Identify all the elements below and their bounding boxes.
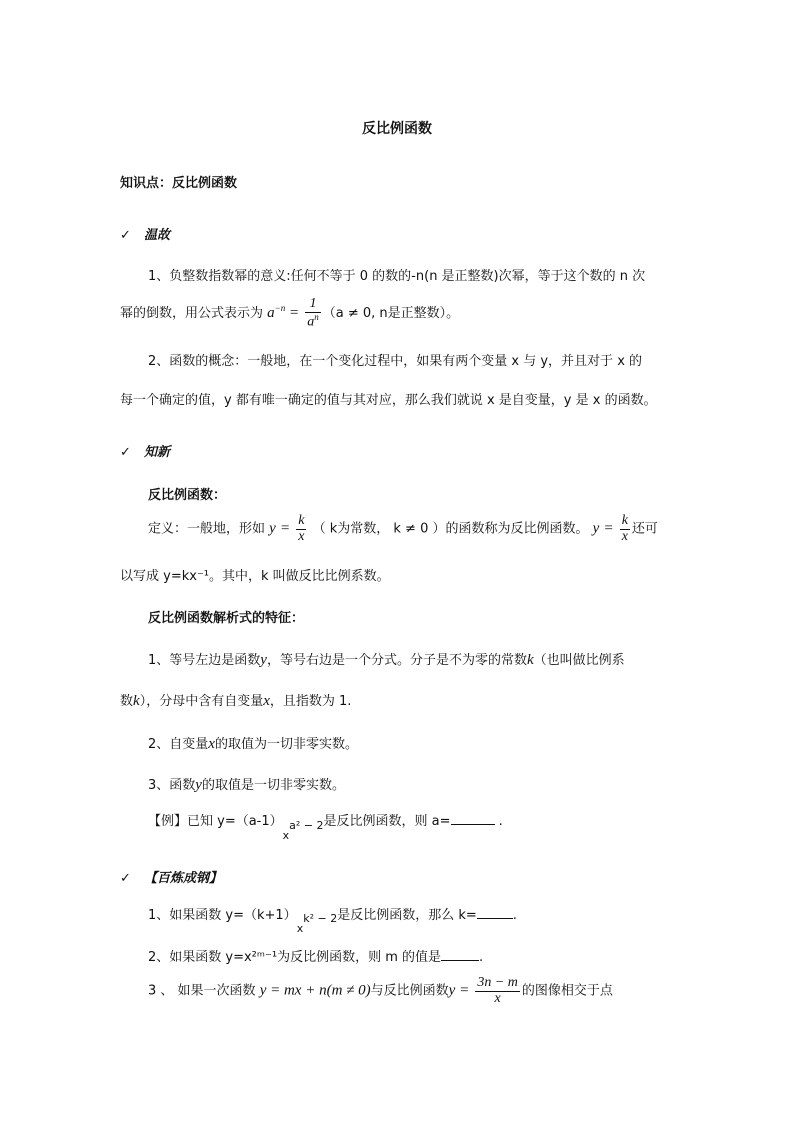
formula-eq: = xyxy=(288,305,300,322)
example-x: x xyxy=(282,829,290,842)
feature-2-x: x xyxy=(208,736,215,752)
def-fraction-2-num: k xyxy=(621,513,628,528)
page-title: 反比例函数 xyxy=(362,121,432,137)
review-p1-prefix: 幂的倒数，用公式表示为 xyxy=(120,306,264,322)
question-3 xyxy=(148,976,613,1006)
feature-1-text-d: 数 xyxy=(120,694,134,709)
knowledge-point-heading: 知识点：反比例函数 xyxy=(120,176,238,191)
definition-line-2: 以写成 y=kx⁻¹。其中，k 叫做反比比例系数。 xyxy=(120,569,390,584)
def-fraction-num: k xyxy=(298,513,305,528)
def-y: y xyxy=(269,520,276,537)
definition-prefix: 定义：一般地，形如 xyxy=(148,521,266,537)
question-1-x: x xyxy=(296,922,304,935)
feature-1-text-f: ，且指数为 1. xyxy=(269,694,352,709)
question-3-suffix: 的图像相交于点 xyxy=(521,983,613,999)
feature-2-text-b: 的取值为一切非零实数。 xyxy=(214,737,358,752)
question-1-exponent: k² − 2 xyxy=(303,912,338,925)
check-mark-icon: ✓ xyxy=(120,871,131,886)
feature-2 xyxy=(148,733,358,753)
feature-3 xyxy=(148,774,345,794)
feature-1-line-1 xyxy=(148,649,625,669)
def-fraction-den: x xyxy=(298,528,305,544)
new-heading: 知新 xyxy=(144,445,171,460)
review-paragraph-2-line-2: 每一个确定的值，y 都有唯一确定的值与其对应，那么我们就说 x 是自变量，y 是 x 的函数。 xyxy=(120,393,657,408)
def-y2: y xyxy=(592,520,600,537)
question-1-end: . xyxy=(512,908,517,923)
question-1 xyxy=(148,904,517,934)
feature-1-text-b: ，等号右边是一个分式。分子是不为零的常数 xyxy=(266,653,527,668)
review-p1-suffix: （a ≠ 0, n是正整数）。 xyxy=(322,306,460,322)
practice-heading: 【百炼成钢】 xyxy=(144,871,223,886)
feature-3-text-b: 的取值是一切非零实数。 xyxy=(201,778,345,793)
example-line xyxy=(148,810,503,840)
formula-fraction-den xyxy=(305,312,321,330)
feature-1-text-c: （也叫做比例系 xyxy=(533,653,625,668)
review-paragraph-2-line-1: 2、函数的概念：一般地，在一个变化过程中，如果有两个变量 x 与 y，并且对于 x 的 xyxy=(148,354,643,369)
question-1-prefix: 1、如果函数 y=（k+1） xyxy=(148,908,297,923)
def-fraction-2-den: x xyxy=(621,528,628,544)
example-exponent: a² − 2 xyxy=(289,819,324,832)
review-paragraph-1-line-2 xyxy=(120,297,459,330)
example-answer-blank[interactable] xyxy=(451,824,495,825)
new-heading-row xyxy=(120,441,170,460)
question-3-prefix: 3 、 如果一次函数 xyxy=(148,983,256,999)
definition-suffix: 还可 xyxy=(631,521,658,537)
formula-lhs-exp: −n xyxy=(274,303,286,314)
example-end: . xyxy=(498,814,503,829)
definition-middle: （ k为常数， k ≠ 0 ）的函数称为反比例函数。 xyxy=(312,521,589,537)
feature-1-x: x xyxy=(263,693,270,709)
formula-lhs-base: a xyxy=(267,305,275,322)
feature-1-line-2 xyxy=(120,690,351,710)
feature-3-text-a: 3、函数 xyxy=(148,778,196,793)
formula-fraction xyxy=(305,297,321,330)
definition-line-1 xyxy=(148,514,658,544)
def-fraction xyxy=(296,514,306,544)
question-3-fraction-den: x xyxy=(475,991,520,1007)
feature-1-text-a: 1、等号左边是函数 xyxy=(148,653,261,668)
question-2-answer-blank[interactable] xyxy=(441,960,479,961)
feature-1-k: k xyxy=(526,652,534,668)
review-heading: 温故 xyxy=(144,228,171,243)
question-3-fraction xyxy=(475,976,520,1006)
check-mark-icon: ✓ xyxy=(120,228,131,243)
feature-1-k2: k xyxy=(133,693,140,709)
def-eq2: = xyxy=(603,520,614,537)
question-2-end: . xyxy=(479,950,484,965)
def-fraction-2 xyxy=(620,514,630,544)
formula-den-base: a xyxy=(307,314,315,330)
formula-lhs xyxy=(267,305,299,321)
question-1-answer-blank[interactable] xyxy=(477,918,513,919)
question-2-prefix: 2、如果函数 y=x²ᵐ⁻¹为反比例函数，则 m 的值是 xyxy=(148,950,441,965)
question-3-linear-formula: y = mx + n(m ≠ 0) xyxy=(259,982,371,999)
question-3-y: y = xyxy=(448,982,470,999)
question-1-suffix: 是反比例函数，那么 k= xyxy=(337,908,477,923)
example-suffix: 是反比例函数，则 a= xyxy=(323,814,451,829)
formula-den-exp: n xyxy=(314,311,319,322)
example-prefix: 【例】已知 y=（a-1） xyxy=(148,814,283,829)
review-paragraph-1-line-1: 1、负整数指数幂的意义:任何不等于 0 的数的-n(n 是正整数)次幂，等于这个数的 n 次 xyxy=(148,269,646,284)
feature-3-y: y xyxy=(195,777,202,793)
def-eq: = xyxy=(279,520,291,537)
question-3-fraction-num: 3n − m xyxy=(477,975,518,990)
new-subheading-1: 反比例函数： xyxy=(148,488,227,503)
practice-heading-row xyxy=(120,867,222,886)
formula-fraction-num: 1 xyxy=(309,296,317,311)
feature-1-y: y xyxy=(260,652,267,668)
new-subheading-2: 反比例函数解析式的特征： xyxy=(148,611,305,626)
question-3-middle: 与反比例函数 xyxy=(370,983,449,999)
feature-1-text-e: ），分母中含有自变量 xyxy=(139,694,264,709)
check-mark-icon: ✓ xyxy=(120,445,131,460)
feature-2-text-a: 2、自变量 xyxy=(148,737,209,752)
review-heading-row xyxy=(120,224,170,243)
question-2 xyxy=(148,946,483,965)
